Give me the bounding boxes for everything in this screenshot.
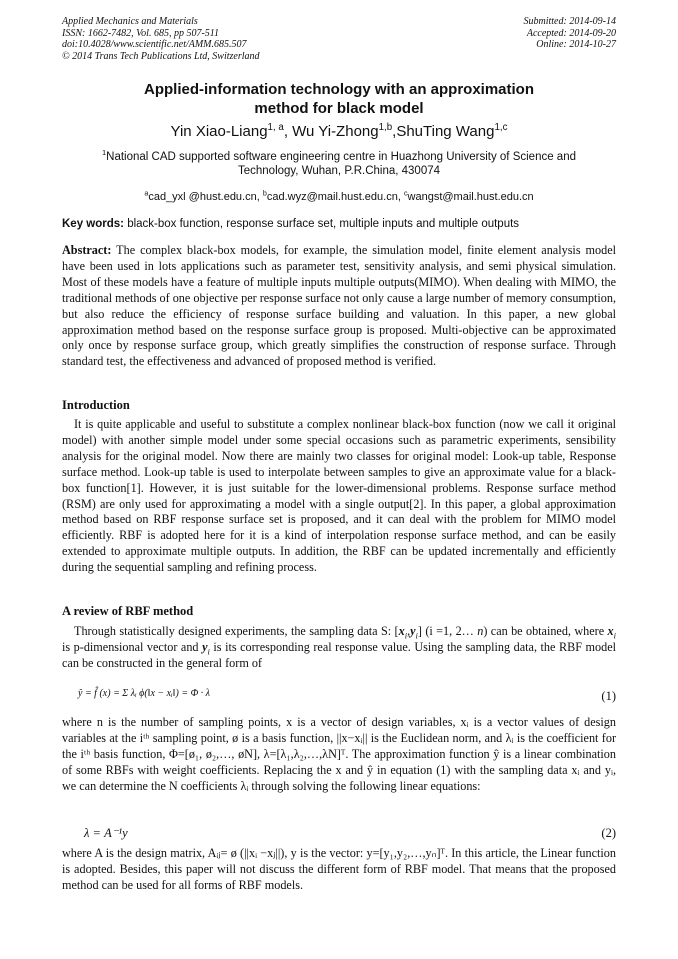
equation-2-number: (2) <box>601 826 616 840</box>
rbf-paragraph-1: Through statistically designed experiments, the sampling data S: $[x_i,y_i]$ (i =1, 2… n) can be obtained, where $x_i$ is p-dimensional vector and $y_i$ is its corresponding real response value. Using the sampling data, the RBF model can be constructed in the general form of <box>62 624 616 670</box>
affiliation-mark: 1 <box>101 148 107 158</box>
intro-paragraph: It is quite applicable and useful to substitute a complex nonlinear black-box function (now we call it original model) with another simple model under some special occasions such as parametric experiments, sensibility analysis for the original model. Now there are mainly two classes for original model: Look-up table, Response surface method. Look-up table is used to interpolate between samples to give an approximate value for a black-box function[1]. However, it is just suitable for the lower-dimensional problems. Response surface method (RSM) are only used for approximating a model with a single output[2]. In this paper, a global approximation method based on RBF response surface set is proposed, and it can deal with the problem for MIMO model efficiently. RBF is adopted here for it is a kind of interpolation response surface method, and can be easily extended to approximate multiple outputs. In addition, the RBF can be updated incrementally and efficiently during the sequential sampling and refining process. <box>62 417 616 575</box>
journal-doi: doi:10.4028/www.scientific.net/AMM.685.507 <box>62 39 247 50</box>
email-a[interactable]: cad_yxl @hust.edu.cn, <box>148 191 263 203</box>
submission-dates <box>524 16 617 51</box>
rbf-paragraph-3: where A is the design matrix, Aᵢⱼ= ø (||xᵢ −xⱼ||), y is the vector: y=[y₁,y₂,…,yₙ]ᵀ. In this article, the Linear function is adopted. Besides, this paper will not discuss the different form of RBF model. That means that the proposed method can be used for all forms of RBF models. <box>62 846 616 892</box>
heading-introduction: Introduction <box>62 398 130 412</box>
paper-title <box>62 80 616 118</box>
equation-1 <box>62 686 616 708</box>
journal-meta <box>62 16 260 62</box>
keywords <box>62 217 616 231</box>
journal-copyright: © 2014 Trans Tech Publications Ltd, Switzerland <box>62 50 260 62</box>
affiliation-line-1: National CAD supported software engineering centre in Huazhong University of Science and <box>106 151 576 163</box>
email-b[interactable]: cad.wyz@mail.hust.edu.cn, <box>266 191 404 203</box>
author-1-affil: 1, a <box>267 122 284 133</box>
equation-1-formula: ŷ = f̂ (x) = Σ λᵢ ϕ(‖x − xᵢ‖) = Φ · λ <box>78 688 211 699</box>
date-submitted: Submitted: 2014-09-14 <box>523 16 616 27</box>
equation-2-formula: λ = A⁻¹y <box>84 826 128 840</box>
heading-rbf-review: A review of RBF method <box>62 604 194 618</box>
abstract-label: Abstract: <box>62 243 112 257</box>
affiliation-line-2: Technology, Wuhan, P.R.China, 430074 <box>237 165 441 177</box>
author-3-affil: 1,c <box>494 122 508 133</box>
keywords-text: black-box function, response surface set, multiple inputs and multiple outputs <box>124 218 520 230</box>
email-c[interactable]: wangst@mail.hust.edu.cn <box>407 191 534 203</box>
email-b-mark: b <box>262 189 267 198</box>
rbf-paragraph-2: where n is the number of sampling points, x is a vector of design variables, xᵢ is a vector values of design variables at the iᵗʰ sampling point, ø is a basis function, ||x−xᵢ|| is the Euclidean norm, and λᵢ is the coefficient for the iᵗʰ basis function, Φ=[ø₁, ø₂,…, øN], λ=[λ₁,λ₂,…,λN]ᵀ. The approximation function ŷ is a linear combination of some RBFs with weight coefficients. Replacing the x and ŷ in equation (1) with the sampling data xᵢ and yᵢ, we can determine the N coefficients λᵢ through solving the following linear equations: <box>62 715 616 793</box>
email-c-mark: c <box>403 189 408 198</box>
date-online: Online: 2014-10-27 <box>536 39 616 50</box>
journal-issn: ISSN: 1662-7482, Vol. 685, pp 507-511 <box>62 27 220 39</box>
author-list: Yin Xiao-Liang$^{1, a}$, Wu Yi-Zhong$^{1,b}$,ShuTing Wang$^{1,c}$ <box>170 122 508 140</box>
author-emails <box>62 190 616 204</box>
affiliation <box>62 150 616 178</box>
author-1: Yin Xiao-Liang <box>170 123 268 140</box>
email-a-mark: a <box>144 189 149 198</box>
abstract <box>62 243 616 370</box>
equation-1-number: (1) <box>601 689 616 703</box>
author-2-affil: 1,b <box>378 122 393 133</box>
author-3: ShuTing Wang <box>396 123 495 140</box>
journal-name: Applied Mechanics and Materials <box>62 16 198 27</box>
abstract-text: The complex black-box models, for example, the simulation model, finite element analysis model have been used in lots applications such as parameter test, sensitivity analysis, and semi physical simulation. Most of these models have a feature of multiple inputs multiple outputs(MIMO). When dealing with MIMO, the traditional methods of one objective per response surface not only cause a large number of memory consumption, but also reduce the efficiency of response surface building and valuation. In this paper, a new global approximation method based on the response surface group is proposed. Multi-objective can be approximated only once by response surface group, which greatly simplifies the construction of response surface. Through standard test, the effectiveness and advanced of proposed method is verified. <box>62 243 616 369</box>
keywords-label: Key words: <box>62 218 124 230</box>
title-line-1: Applied-information technology with an approximation <box>144 81 534 98</box>
title-line-2: method for black model <box>254 100 424 117</box>
author-2: Wu Yi-Zhong <box>292 123 379 140</box>
equation-2 <box>62 823 616 845</box>
date-accepted: Accepted: 2014-09-20 <box>526 27 616 39</box>
